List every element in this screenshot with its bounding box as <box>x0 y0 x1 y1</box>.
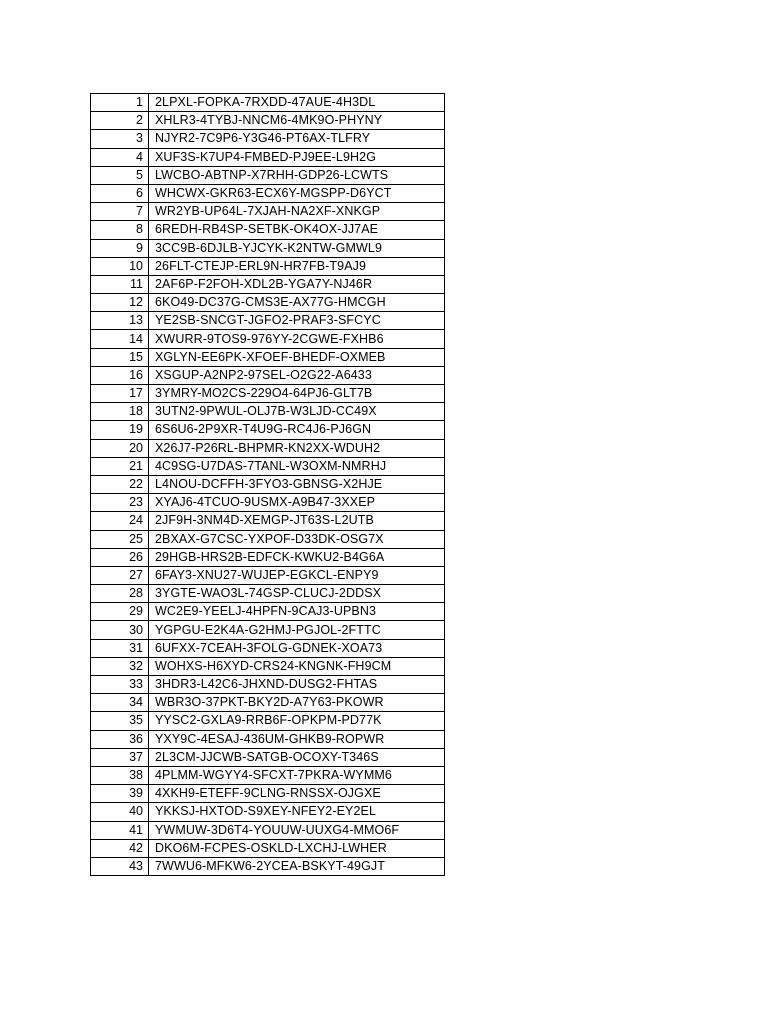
row-number-cell: 12 <box>91 294 149 312</box>
product-key-cell: XGLYN-EE6PK-XFOEF-BHEDF-OXMEB <box>149 348 445 366</box>
row-number-cell: 28 <box>91 585 149 603</box>
row-number-cell: 2 <box>91 112 149 130</box>
table-row <box>91 712 445 730</box>
table-row <box>91 184 445 202</box>
row-number-cell: 10 <box>91 257 149 275</box>
product-key-cell: 3HDR3-L42C6-JHXND-DUSG2-FHTAS <box>149 676 445 694</box>
row-number-cell: 36 <box>91 730 149 748</box>
product-key-cell: YE2SB-SNCGT-JGFO2-PRAF3-SFCYC <box>149 312 445 330</box>
row-number-cell: 6 <box>91 184 149 202</box>
product-key-cell: 2JF9H-3NM4D-XEMGP-JT63S-L2UTB <box>149 512 445 530</box>
table-row <box>91 821 445 839</box>
row-number-cell: 31 <box>91 639 149 657</box>
table-row <box>91 494 445 512</box>
product-key-cell: XUF3S-K7UP4-FMBED-PJ9EE-L9H2G <box>149 148 445 166</box>
table-row <box>91 766 445 784</box>
product-key-cell: XHLR3-4TYBJ-NNCM6-4MK9O-PHYNY <box>149 112 445 130</box>
product-key-cell: XWURR-9TOS9-976YY-2CGWE-FXHB6 <box>149 330 445 348</box>
row-number-cell: 30 <box>91 621 149 639</box>
row-number-cell: 13 <box>91 312 149 330</box>
table-row <box>91 257 445 275</box>
product-key-cell: 4C9SG-U7DAS-7TANL-W3OXM-NMRHJ <box>149 457 445 475</box>
table-row <box>91 566 445 584</box>
product-key-cell: WBR3O-37PKT-BKY2D-A7Y63-PKOWR <box>149 694 445 712</box>
product-key-cell: 4PLMM-WGYY4-SFCXT-7PKRA-WYMM6 <box>149 766 445 784</box>
product-key-cell: WR2YB-UP64L-7XJAH-NA2XF-XNKGP <box>149 203 445 221</box>
row-number-cell: 16 <box>91 366 149 384</box>
product-key-cell: 3CC9B-6DJLB-YJCYK-K2NTW-GMWL9 <box>149 239 445 257</box>
product-key-cell: 6FAY3-XNU27-WUJEP-EGKCL-ENPY9 <box>149 566 445 584</box>
product-key-cell: 6UFXX-7CEAH-3FOLG-GDNEK-XOA73 <box>149 639 445 657</box>
key-table-body <box>91 94 445 876</box>
row-number-cell: 20 <box>91 439 149 457</box>
product-key-cell: 2LPXL-FOPKA-7RXDD-47AUE-4H3DL <box>149 94 445 112</box>
table-row <box>91 148 445 166</box>
row-number-cell: 35 <box>91 712 149 730</box>
row-number-cell: 41 <box>91 821 149 839</box>
table-row <box>91 366 445 384</box>
table-row <box>91 621 445 639</box>
table-row <box>91 475 445 493</box>
table-row <box>91 439 445 457</box>
table-row <box>91 348 445 366</box>
table-row <box>91 676 445 694</box>
table-row <box>91 94 445 112</box>
row-number-cell: 33 <box>91 676 149 694</box>
product-key-cell: 2BXAX-G7CSC-YXPOF-D33DK-OSG7X <box>149 530 445 548</box>
table-row <box>91 203 445 221</box>
row-number-cell: 25 <box>91 530 149 548</box>
row-number-cell: 38 <box>91 766 149 784</box>
row-number-cell: 29 <box>91 603 149 621</box>
table-row <box>91 166 445 184</box>
table-row <box>91 130 445 148</box>
product-key-cell: 3YMRY-MO2CS-229O4-64PJ6-GLT7B <box>149 385 445 403</box>
table-row <box>91 330 445 348</box>
product-key-cell: YGPGU-E2K4A-G2HMJ-PGJOL-2FTTC <box>149 621 445 639</box>
table-row <box>91 548 445 566</box>
table-row <box>91 839 445 857</box>
table-row <box>91 385 445 403</box>
product-key-cell: 3UTN2-9PWUL-OLJ7B-W3LJD-CC49X <box>149 403 445 421</box>
row-number-cell: 19 <box>91 421 149 439</box>
product-key-cell: NJYR2-7C9P6-Y3G46-PT6AX-TLFRY <box>149 130 445 148</box>
product-key-cell: YXY9C-4ESAJ-436UM-GHKB9-ROPWR <box>149 730 445 748</box>
table-row <box>91 403 445 421</box>
product-key-cell: 26FLT-CTEJP-ERL9N-HR7FB-T9AJ9 <box>149 257 445 275</box>
table-row <box>91 221 445 239</box>
table-row <box>91 657 445 675</box>
row-number-cell: 4 <box>91 148 149 166</box>
row-number-cell: 9 <box>91 239 149 257</box>
table-row <box>91 421 445 439</box>
table-row <box>91 857 445 875</box>
row-number-cell: 5 <box>91 166 149 184</box>
row-number-cell: 43 <box>91 857 149 875</box>
row-number-cell: 40 <box>91 803 149 821</box>
product-key-cell: 2AF6P-F2FOH-XDL2B-YGA7Y-NJ46R <box>149 275 445 293</box>
table-row <box>91 457 445 475</box>
row-number-cell: 3 <box>91 130 149 148</box>
product-key-cell: YWMUW-3D6T4-YOUUW-UUXG4-MMO6F <box>149 821 445 839</box>
product-key-cell: 4XKH9-ETEFF-9CLNG-RNSSX-OJGXE <box>149 785 445 803</box>
table-row <box>91 530 445 548</box>
product-key-cell: 2L3CM-JJCWB-SATGB-OCOXY-T346S <box>149 748 445 766</box>
row-number-cell: 18 <box>91 403 149 421</box>
product-key-cell: XSGUP-A2NP2-97SEL-O2G22-A6433 <box>149 366 445 384</box>
table-row <box>91 512 445 530</box>
row-number-cell: 23 <box>91 494 149 512</box>
table-row <box>91 803 445 821</box>
table-row <box>91 585 445 603</box>
product-key-cell: 6REDH-RB4SP-SETBK-OK4OX-JJ7AE <box>149 221 445 239</box>
product-key-cell: YYSC2-GXLA9-RRB6F-OPKPM-PD77K <box>149 712 445 730</box>
row-number-cell: 34 <box>91 694 149 712</box>
product-key-cell: 6KO49-DC37G-CMS3E-AX77G-HMCGH <box>149 294 445 312</box>
row-number-cell: 26 <box>91 548 149 566</box>
table-row <box>91 603 445 621</box>
product-key-cell: LWCBO-ABTNP-X7RHH-GDP26-LCWTS <box>149 166 445 184</box>
table-row <box>91 112 445 130</box>
row-number-cell: 7 <box>91 203 149 221</box>
product-key-cell: XYAJ6-4TCUO-9USMX-A9B47-3XXEP <box>149 494 445 512</box>
row-number-cell: 42 <box>91 839 149 857</box>
row-number-cell: 14 <box>91 330 149 348</box>
table-row <box>91 275 445 293</box>
product-key-cell: L4NOU-DCFFH-3FYO3-GBNSG-X2HJE <box>149 475 445 493</box>
product-key-cell: 7WWU6-MFKW6-2YCEA-BSKYT-49GJT <box>149 857 445 875</box>
table-row <box>91 239 445 257</box>
product-key-cell: 3YGTE-WAO3L-74GSP-CLUCJ-2DDSX <box>149 585 445 603</box>
table-row <box>91 748 445 766</box>
product-key-cell: 6S6U6-2P9XR-T4U9G-RC4J6-PJ6GN <box>149 421 445 439</box>
row-number-cell: 15 <box>91 348 149 366</box>
key-table <box>90 93 445 876</box>
row-number-cell: 24 <box>91 512 149 530</box>
product-key-cell: X26J7-P26RL-BHPMR-KN2XX-WDUH2 <box>149 439 445 457</box>
table-row <box>91 294 445 312</box>
product-key-cell: YKKSJ-HXTOD-S9XEY-NFEY2-EY2EL <box>149 803 445 821</box>
product-key-cell: WOHXS-H6XYD-CRS24-KNGNK-FH9CM <box>149 657 445 675</box>
row-number-cell: 21 <box>91 457 149 475</box>
row-number-cell: 1 <box>91 94 149 112</box>
row-number-cell: 17 <box>91 385 149 403</box>
row-number-cell: 8 <box>91 221 149 239</box>
row-number-cell: 39 <box>91 785 149 803</box>
table-row <box>91 312 445 330</box>
row-number-cell: 11 <box>91 275 149 293</box>
product-key-cell: DKO6M-FCPES-OSKLD-LXCHJ-LWHER <box>149 839 445 857</box>
row-number-cell: 22 <box>91 475 149 493</box>
table-row <box>91 694 445 712</box>
row-number-cell: 32 <box>91 657 149 675</box>
product-key-cell: WC2E9-YEELJ-4HPFN-9CAJ3-UPBN3 <box>149 603 445 621</box>
table-row <box>91 639 445 657</box>
product-key-cell: 29HGB-HRS2B-EDFCK-KWKU2-B4G6A <box>149 548 445 566</box>
row-number-cell: 37 <box>91 748 149 766</box>
table-row <box>91 785 445 803</box>
table-row <box>91 730 445 748</box>
product-key-cell: WHCWX-GKR63-ECX6Y-MGSPP-D6YCT <box>149 184 445 202</box>
row-number-cell: 27 <box>91 566 149 584</box>
